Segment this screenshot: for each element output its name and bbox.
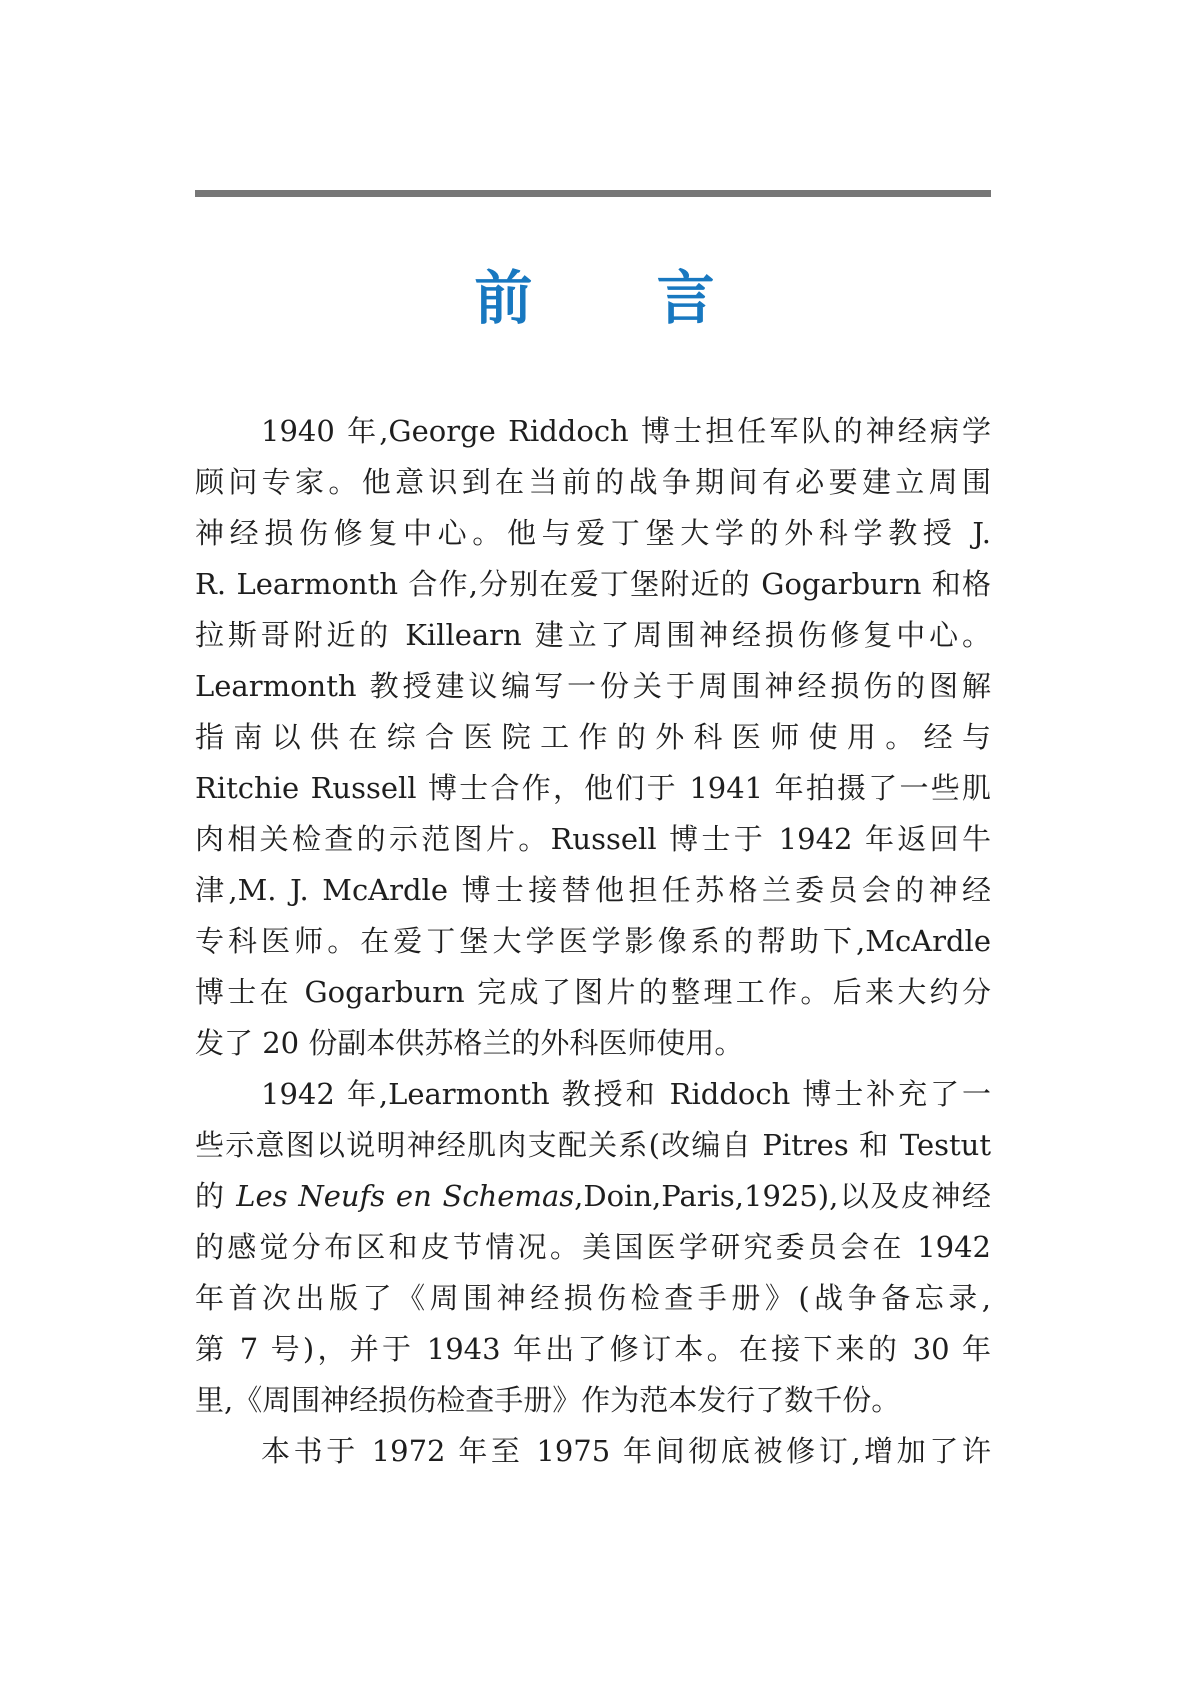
text-line: 年首次出版了《周围神经损伤检查手册》(战争备忘录, [195, 1281, 991, 1315]
text-line: 发了 20 份副本供苏格兰的外科医师使用。 [195, 1026, 744, 1060]
text-line: 神经损伤修复中心。他与爱丁堡大学的外科学教授 J. [195, 516, 991, 550]
text-line: 1940 年,George Riddoch 博士担任军队的神经病学 [261, 414, 991, 448]
page-title: 前 言 [474, 264, 767, 332]
text-line: 些示意图以说明神经肌肉支配关系(改编自 Pitres 和 Testut [195, 1128, 991, 1162]
text-line: 指南以供在综合医院工作的外科医师使用。经与 [195, 720, 991, 754]
text-line: 津,M. J. McArdle 博士接替他担任苏格兰委员会的神经 [195, 873, 991, 907]
text-line-with-italic [195, 1171, 991, 1222]
paragraph-3 [195, 1426, 991, 1477]
italic-book-title: Les Neufs en Schemas [236, 1179, 575, 1213]
text-line: 博士在 Gogarburn 完成了图片的整理工作。后来大约分 [195, 975, 991, 1009]
text-segment: 的 [195, 1179, 237, 1213]
text-line: Ritchie Russell 博士合作，他们于 1941 年拍摄了一些肌 [195, 771, 991, 805]
paragraph-1 [195, 406, 991, 1069]
text-line: Learmonth 教授建议编写一份关于周围神经损伤的图解 [195, 669, 991, 703]
text-line: 里,《周围神经损伤检查手册》作为范本发行了数千份。 [195, 1383, 901, 1417]
text-line: 顾问专家。他意识到在当前的战争期间有必要建立周围 [195, 465, 991, 499]
text-line: 第 7 号)，并于 1943 年出了修订本。在接下来的 30 年 [195, 1332, 991, 1366]
text-line: 专科医师。在爱丁堡大学医学影像系的帮助下,McArdle [195, 924, 991, 958]
header-rule [195, 190, 991, 197]
text-line: 的感觉分布区和皮节情况。美国医学研究委员会在 1942 [195, 1230, 991, 1264]
body-text [195, 406, 991, 1477]
text-line: R. Learmonth 合作,分别在爱丁堡附近的 Gogarburn 和格 [195, 567, 991, 601]
text-line: 1942 年,Learmonth 教授和 Riddoch 博士补充了一 [261, 1077, 991, 1111]
text-line: 肉相关检查的示范图片。Russell 博士于 1942 年返回牛 [195, 822, 991, 856]
paragraph-2 [195, 1069, 991, 1426]
text-line: 拉斯哥附近的 Killearn 建立了周围神经损伤修复中心。 [195, 618, 991, 652]
text-line: 本书于 1972 年至 1975 年间彻底被修订,增加了许 [261, 1434, 991, 1468]
text-segment: ,Doin,Paris,1925),以及皮神经 [574, 1179, 992, 1213]
